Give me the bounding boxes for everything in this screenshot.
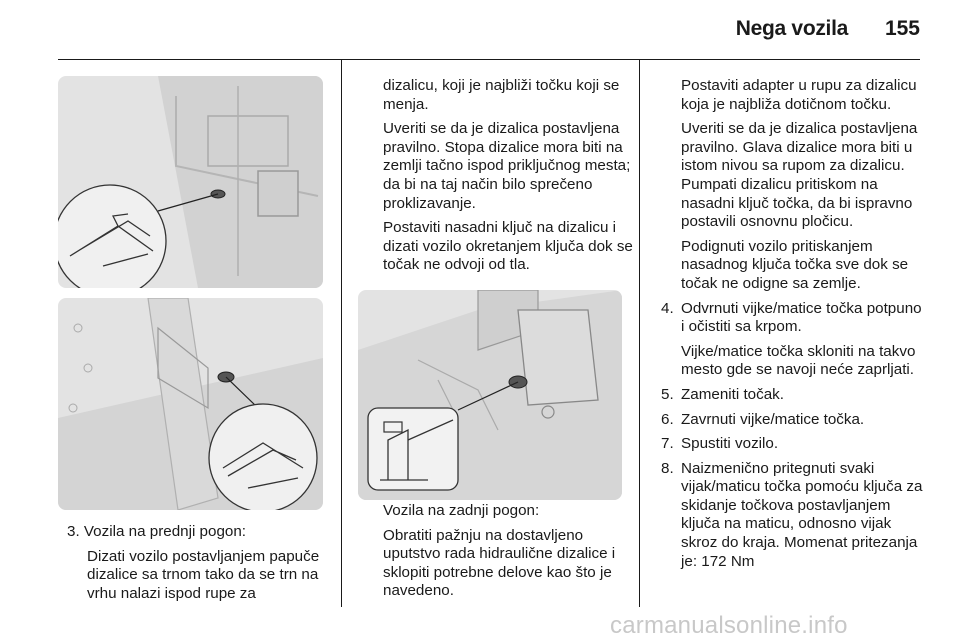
step-3-text: Dizati vozilo postavljanjem papuče dizalice sa trnom tako da se trn na vrhu nalazi ispod rupe za xyxy=(87,547,320,602)
col3-para-3: Podignuti vozilo pritiskanjem nasadnog ključa točka sve dok se točak ne odigne sa zemlje. xyxy=(681,237,909,292)
column-divider-1 xyxy=(341,60,342,607)
step-4-number: 4. xyxy=(661,299,674,317)
step-5-number: 5. xyxy=(661,385,674,403)
step-7 xyxy=(661,435,929,454)
header-divider xyxy=(58,59,920,60)
col2-para-1: dizalicu, koji je najbliži točku koji se menja. xyxy=(383,77,620,113)
step-4 xyxy=(661,300,929,380)
figure-rear-hydraulic-jack xyxy=(358,290,622,500)
step-7-number: 7. xyxy=(661,435,674,453)
column-2-text-top xyxy=(383,77,633,281)
step-5-text: Zameniti točak. xyxy=(681,385,784,403)
column-divider-2 xyxy=(639,60,640,607)
step-4-subtext: Vijke/matice točka skloniti na takvo mesto gde se navoji neće zaprljati. xyxy=(681,342,916,379)
rear-drive-label: Vozila na zadnji pogon: xyxy=(383,502,540,519)
step-7-text: Spustiti vozilo. xyxy=(681,435,779,453)
page-title: Nega vozila xyxy=(735,17,848,40)
step-8-number: 8. xyxy=(661,459,674,477)
column-3-text xyxy=(661,77,929,577)
step-6 xyxy=(661,411,929,430)
step-8 xyxy=(661,460,929,572)
col2-para-2: Uveriti se da je dizalica postavljena pravilno. Stopa dizalice mora biti na zemlji tačno ispod priključnog mesta; da bi na taj način bilo sprečeno proklizavanje. xyxy=(383,120,631,212)
step-3-label: 3. Vozila na prednji pogon: xyxy=(67,523,247,540)
page-number: 155 xyxy=(884,17,920,40)
step-5 xyxy=(661,386,929,405)
column-1-text xyxy=(67,523,335,609)
rear-drive-text: Obratiti pažnju na dostavljeno uputstvo rada hidraulične dizalice i sklopiti potrebne delove kao što je navedeno. xyxy=(383,526,616,600)
step-4-text: Odvrnuti vijke/matice točka potpuno i očistiti sa krpom. xyxy=(681,299,922,336)
watermark: carmanualsonline.info xyxy=(610,612,848,639)
col2-para-3: Postaviti nasadni ključ na dizalicu i dizati vozilo okretanjem ključa dok se točak ne odvoji od tla. xyxy=(383,219,633,274)
figure-front-jack-point xyxy=(58,76,323,288)
column-2-text-bottom xyxy=(383,502,633,607)
step-8-text: Naizmenično pritegnuti svaki vijak/maticu točka pomoću ključa za skidanje točkova postavljanjem ključa na maticu, odnosno vijak skroz do kraja. Momenat pritezanja je: 172 Nm xyxy=(681,459,923,570)
step-6-number: 6. xyxy=(661,410,674,428)
step-6-text: Zavrnuti vijke/matice točka. xyxy=(681,410,865,428)
figure-front-jack-detail xyxy=(58,298,323,510)
col3-para-1: Postaviti adapter u rupu za dizalicu koja je najbliža dotičnom točku. xyxy=(681,77,917,113)
col3-para-2: Uveriti se da je dizalica postavljena pravilno. Glava dizalice mora biti u istom nivou sa rupom za dizalicu. Pumpati dizalicu pritiskom na nasadni ključ točka, da bi ispravno postavili osnovnu pločicu. xyxy=(681,120,918,231)
